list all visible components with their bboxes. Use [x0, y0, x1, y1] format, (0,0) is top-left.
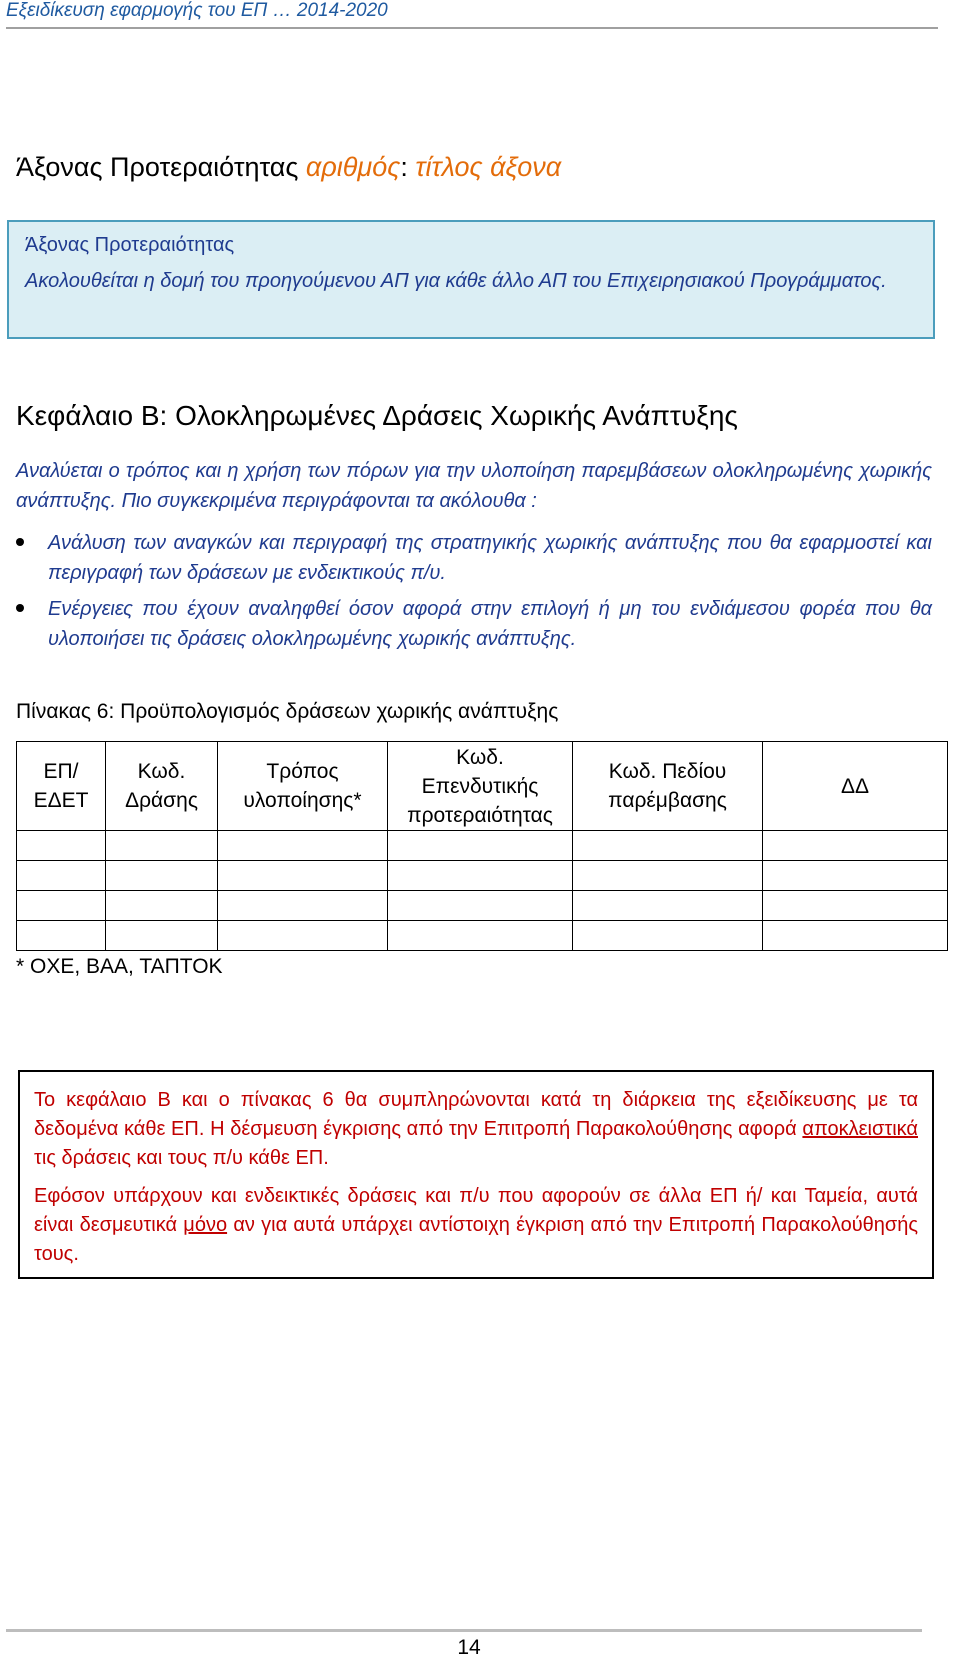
- table-cell[interactable]: [388, 891, 573, 921]
- axis-heading-colon: :: [400, 152, 416, 182]
- chapter-heading: Κεφάλαιο Β: Ολοκληρωμένες Δράσεις Χωρικής Ανάπτυξης: [16, 400, 738, 431]
- budget-table: [16, 741, 948, 951]
- table-cell[interactable]: [218, 891, 388, 921]
- table-cell[interactable]: [17, 891, 106, 921]
- table-cell[interactable]: [388, 861, 573, 891]
- table-row: [17, 921, 948, 951]
- table-cell[interactable]: [106, 891, 218, 921]
- axis-title-placeholder: τίτλος άξονα: [415, 152, 562, 182]
- note-paragraph-1: Το κεφάλαιο Β και ο πίνακας 6 θα συμπληρώνονται κατά τη διάρκεια της εξειδίκευσης με τα δεδομένα κάθε ΕΠ. Η δέσμευση έγκρισης από την Επιτροπή Παρακολούθησης αφορά αποκλειστικά τις δράσεις και τους π/υ κάθε ΕΠ.: [34, 1089, 918, 1169]
- axis-info-box: [7, 220, 935, 339]
- table-cell[interactable]: [17, 921, 106, 951]
- table-cell[interactable]: [17, 861, 106, 891]
- note-paragraph-2: Εφόσον υπάρχουν και ενδεικτικές δράσεις και π/υ που αφορούν σε άλλα ΕΠ ή/ και Ταμεία, αυτά είναι δεσμευτικά μόνο αν για αυτά υπάρχει αντίστοιχη έγκριση από την Επιτροπή Παρακολούθησής τους.: [34, 1185, 918, 1265]
- bullet-text: Ανάλυση των αναγκών και περιγραφή της στρατηγικής χωρικής ανάπτυξης που θα εφαρμοστεί και περιγραφή των δράσεων με ενδεικτικούς π/υ.: [48, 532, 932, 584]
- table-cell[interactable]: [106, 831, 218, 861]
- bullet-icon: [16, 538, 24, 546]
- table-cell[interactable]: [106, 921, 218, 951]
- axis-heading: [16, 152, 561, 183]
- table-footnote: * ΟΧΕ, ΒΑΑ, ΤΑΠΤΟΚ: [16, 955, 223, 978]
- table-caption: Πίνακας 6: Προϋπολογισμός δράσεων χωρικής ανάπτυξης: [16, 700, 559, 723]
- table-header-row: [17, 742, 948, 831]
- underlined-only: μόνο: [183, 1214, 228, 1236]
- table-cell[interactable]: [388, 921, 573, 951]
- table-cell[interactable]: [218, 921, 388, 951]
- col-header-dd: ΔΔ: [763, 742, 948, 831]
- page-number: 14: [457, 1636, 481, 1659]
- note-box: [18, 1070, 934, 1279]
- col-header-implementation: Τρόπος υλοποίησης*: [218, 742, 388, 831]
- table-cell[interactable]: [763, 861, 948, 891]
- table-cell[interactable]: [573, 921, 763, 951]
- axis-number-placeholder: αριθμός: [305, 152, 401, 182]
- col-header-investment-priority: Κωδ. Επενδυτικής προτεραιότητας: [388, 742, 573, 831]
- chapter-intro: Αναλύεται ο τρόπος και η χρήση των πόρων για την υλοποίηση παρεμβάσεων ολοκληρωμένης χωρικής ανάπτυξης. Πιο συγκεκριμένα περιγράφονται τα ακόλουθα :: [16, 460, 932, 512]
- table-cell[interactable]: [763, 921, 948, 951]
- info-box-body: Ακολουθείται η δομή του προηγούμενου ΑΠ για κάθε άλλο ΑΠ του Επιχειρησιακού Προγράμματος.: [25, 270, 887, 292]
- axis-heading-prefix: Άξονας Προτεραιότητας: [16, 152, 306, 182]
- table-cell[interactable]: [17, 831, 106, 861]
- info-box-title: Άξονας Προτεραιότητας: [25, 234, 235, 256]
- table-cell[interactable]: [763, 831, 948, 861]
- bullet-icon: [16, 604, 24, 612]
- table-cell[interactable]: [573, 891, 763, 921]
- col-header-action-code: Κωδ. Δράσης: [106, 742, 218, 831]
- table-cell[interactable]: [218, 831, 388, 861]
- table-cell[interactable]: [573, 831, 763, 861]
- table-cell[interactable]: [763, 891, 948, 921]
- footer-divider: [6, 1629, 922, 1632]
- bullet-text: Ενέργειες που έχουν αναληφθεί όσον αφορά στην επιλογή ή μη του ενδιάμεσου φορέα που θα υλοποιήσει τις δράσεις ολοκληρωμένης χωρικής ανάπτυξης.: [48, 598, 932, 650]
- table-row: [17, 831, 948, 861]
- table-cell[interactable]: [388, 831, 573, 861]
- underlined-exclusively: αποκλειστικά: [802, 1118, 918, 1140]
- running-header: Εξειδίκευση εφαρμογής του ΕΠ … 2014-2020: [6, 0, 388, 21]
- col-header-ep: ΕΠ/ ΕΔΕΤ: [17, 742, 106, 831]
- col-header-intervention-field: Κωδ. Πεδίου παρέμβασης: [573, 742, 763, 831]
- table-row: [17, 861, 948, 891]
- table-row: [17, 891, 948, 921]
- header-divider: [6, 27, 938, 29]
- table-cell[interactable]: [573, 861, 763, 891]
- table-cell[interactable]: [218, 861, 388, 891]
- table-cell[interactable]: [106, 861, 218, 891]
